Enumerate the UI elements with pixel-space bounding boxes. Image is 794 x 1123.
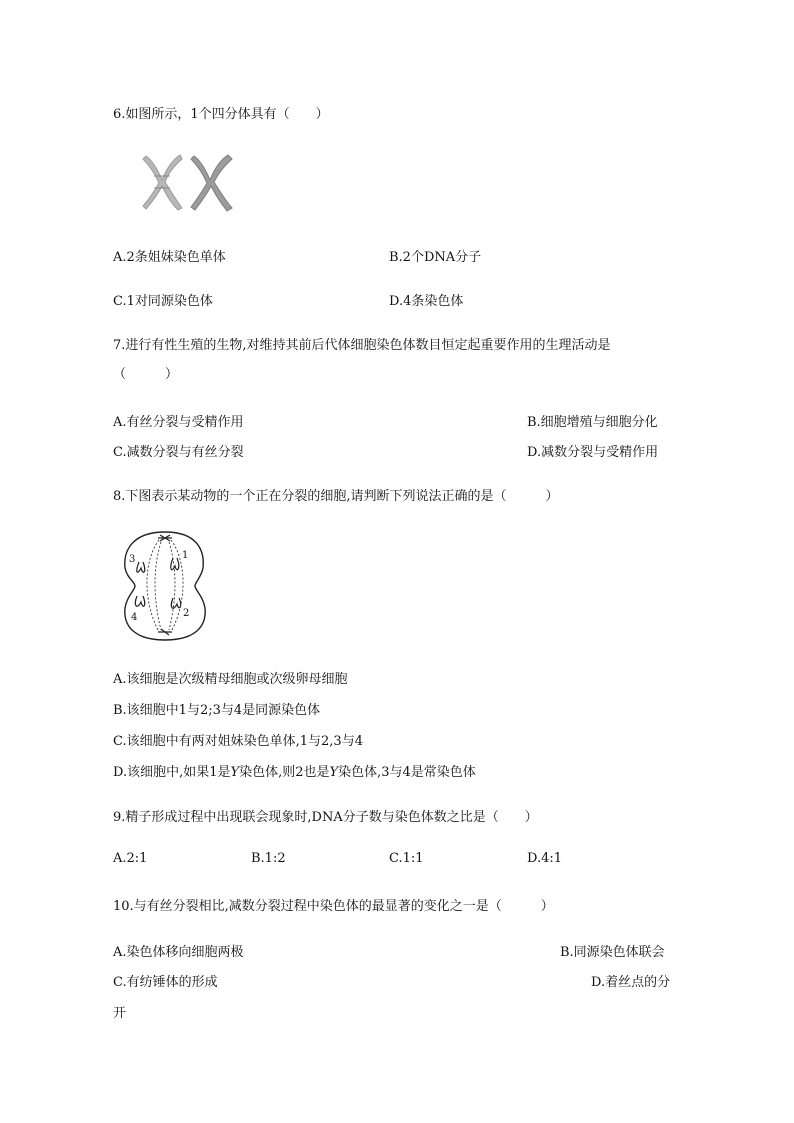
- q9-option-d: D.4:1: [527, 851, 563, 866]
- q8-option-d-y1: Y: [230, 765, 240, 780]
- chromosome-left: [143, 155, 182, 210]
- q8-option-b: B.该细胞中1与2;3与4是同源染色体: [113, 703, 321, 718]
- q6-option-c: C.1对同源染色体: [113, 294, 213, 309]
- figure-label-1: 1: [182, 550, 189, 561]
- q7-option-a: A.有丝分裂与受精作用: [113, 415, 244, 430]
- q10-stem: 10.与有丝分裂相比,减数分裂过程中染色体的最显著的变化之一是（ ）: [113, 899, 554, 914]
- tetrad-figure: [140, 150, 240, 214]
- cell-membrane: [125, 532, 205, 640]
- q7-option-d: D.减数分裂与受精作用: [527, 445, 659, 460]
- q6-option-b: B.2个DNA分子: [389, 250, 482, 265]
- q7-stem-continuation: （ ）: [113, 367, 179, 382]
- q8-option-a: A.该细胞是次级精母细胞或次级卵母细胞: [113, 672, 348, 687]
- q8-option-c: C.该细胞中有两对姐妹染色单体,1与2,3与4: [113, 734, 363, 749]
- q9-option-a: A.2:1: [113, 851, 148, 866]
- q10-option-d-continuation: 开: [113, 1006, 127, 1021]
- q9-option-c: C.1:1: [389, 851, 424, 866]
- centriole-top: [158, 535, 172, 541]
- q6-option-a: A.2条姐妹染色单体: [113, 250, 226, 265]
- centriole-bottom: [158, 629, 172, 635]
- q8-option-d: [113, 761, 476, 780]
- spindle-fibers: [147, 540, 183, 632]
- figure-label-2: 2: [183, 608, 190, 619]
- q9-stem: 9.精子形成过程中出现联会现象时,DNA分子数与染色体数之比是（ ）: [113, 810, 538, 825]
- q7-stem: 7.进行有性生殖的生物,对维持其前后代体细胞染色体数目恒定起重要作用的生理活动是: [113, 338, 611, 353]
- chromosome-right: [191, 155, 232, 211]
- q8-option-d-part1: D.该细胞中,如果1是: [113, 765, 231, 780]
- q6-stem: 6.如图所示，1个四分体具有（ ）: [113, 107, 329, 122]
- q10-option-c: C.有纺锤体的形成: [113, 975, 218, 990]
- q8-option-d-part3: 染色体,3与4是常染色体: [338, 765, 476, 780]
- q7-option-c: C.减数分裂与有丝分裂: [113, 445, 244, 460]
- dividing-cell-figure: [115, 528, 215, 644]
- figure-label-3: 3: [129, 554, 136, 565]
- q8-stem: 8.下图表示某动物的一个正在分裂的细胞,请判断下列说法正确的是（ ）: [113, 489, 559, 504]
- q9-option-b: B.1:2: [251, 851, 286, 866]
- figure-label-4: 4: [131, 612, 138, 623]
- q8-option-d-part2: 染色体,则2也是: [239, 765, 330, 780]
- q10-option-b: B.同源染色体联会: [560, 945, 665, 960]
- q7-option-b: B.细胞增殖与细胞分化: [527, 415, 658, 430]
- q8-option-d-y2: Y: [329, 765, 339, 780]
- q10-option-a: A.染色体移向细胞两极: [113, 945, 244, 960]
- q10-option-d: D.着丝点的分: [591, 975, 671, 990]
- q6-option-d: D.4条染色体: [389, 294, 464, 309]
